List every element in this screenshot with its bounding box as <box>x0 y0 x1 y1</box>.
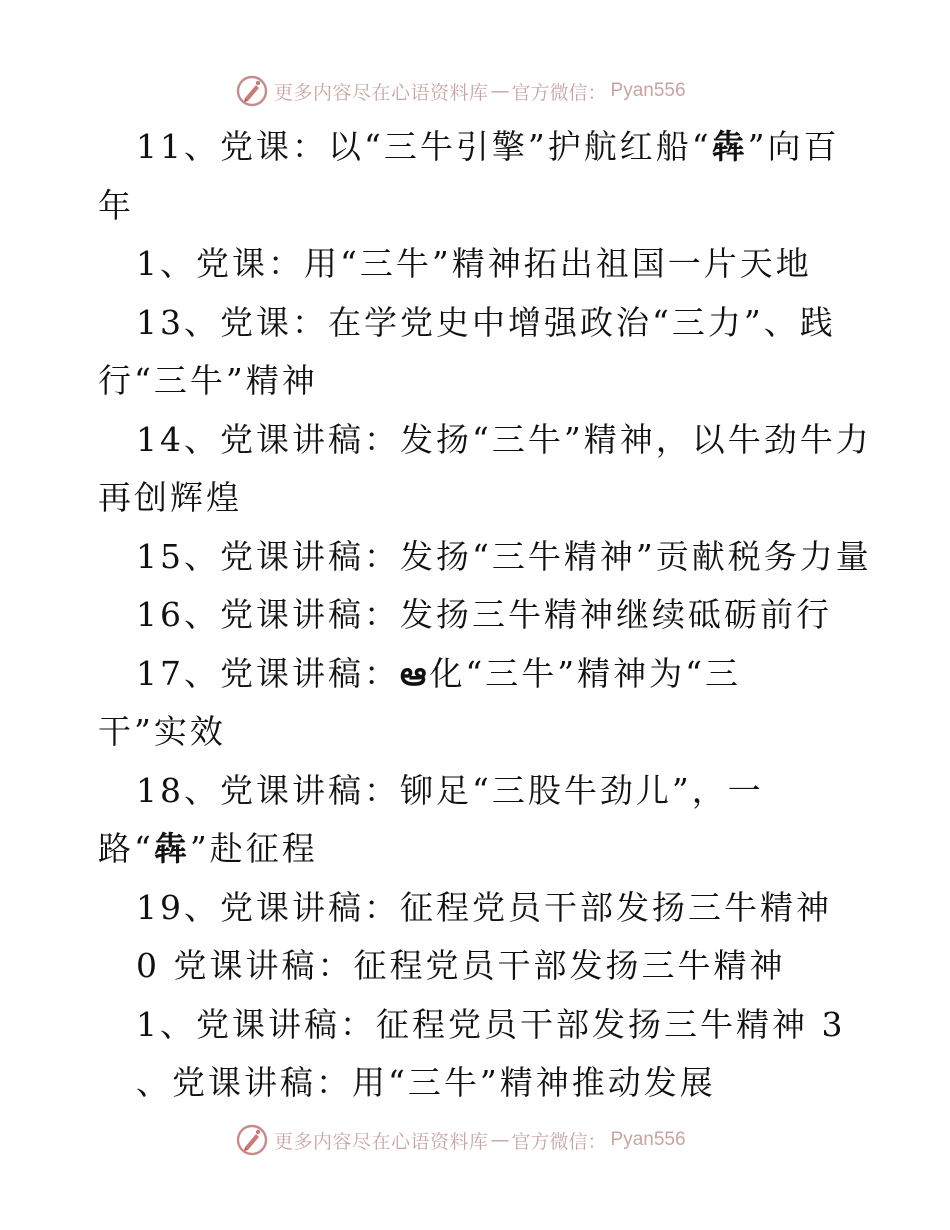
text-line: 年 <box>98 185 134 225</box>
footer-separator: — <box>490 1129 510 1151</box>
text-line: 16、党课讲稿：发扬三牛精神继续砥砺前行 <box>136 595 832 634</box>
text-line: 19、党课讲稿：征程党员干部发扬三牛精神 <box>136 887 832 927</box>
text-line: 干”实效 <box>98 712 226 751</box>
text-line: 再创辉煌 <box>98 478 242 517</box>
header-banner <box>236 74 686 108</box>
text-line: 15、党课讲稿：发扬“三牛精神”贡献税务力量 <box>136 536 872 576</box>
pen-logo-icon <box>236 1124 268 1156</box>
text-line: 、党课讲稿：用“三牛”精神推动发展 <box>136 1063 716 1102</box>
text-line: 行“三牛”精神 <box>98 361 318 400</box>
special-glyph: ఆ <box>400 653 430 693</box>
header-slogan: 更多内容尽在心语资料库 <box>274 81 489 104</box>
text-line: 18、党课讲稿：铆足“三股牛劲儿”，一 <box>136 770 764 810</box>
footer-slogan: 更多内容尽在心语资料库 <box>274 1130 489 1153</box>
footer-wechat-id: Pyan556 <box>610 1129 686 1150</box>
text-line: 14、党课讲稿：发扬“三牛”精神，以牛劲牛力 <box>136 419 872 459</box>
text-line: 0 党课讲稿：征程党员干部发扬三牛精神 <box>136 946 786 985</box>
header-wechat-label: 官方微信： <box>511 81 607 104</box>
text-line: 11、党课：以“三牛引擎”护航红船“犇”向百 <box>136 127 840 166</box>
text-line: 17、党课讲稿：ఆ化“三牛”精神为“三 <box>136 653 741 693</box>
header-wechat-id: Pyan556 <box>610 80 686 101</box>
pen-logo-icon <box>236 75 268 107</box>
footer-banner <box>236 1123 686 1157</box>
text-line: 13、党课：在学党史中增强政治“三力”、践 <box>136 302 836 342</box>
special-glyph: 犇 <box>153 829 190 868</box>
document-body <box>98 118 872 1113</box>
text-line: 路“犇”赴征程 <box>98 829 318 868</box>
text-line: 1、党课：用“三牛”精神拓出祖国一片天地 <box>136 244 812 283</box>
text-line: 1、党课讲稿：征程党员干部发扬三牛精神 3 <box>136 1004 846 1044</box>
special-glyph: 犇 <box>711 127 748 166</box>
header-separator: — <box>490 80 510 102</box>
footer-wechat-label: 官方微信： <box>511 1130 607 1153</box>
